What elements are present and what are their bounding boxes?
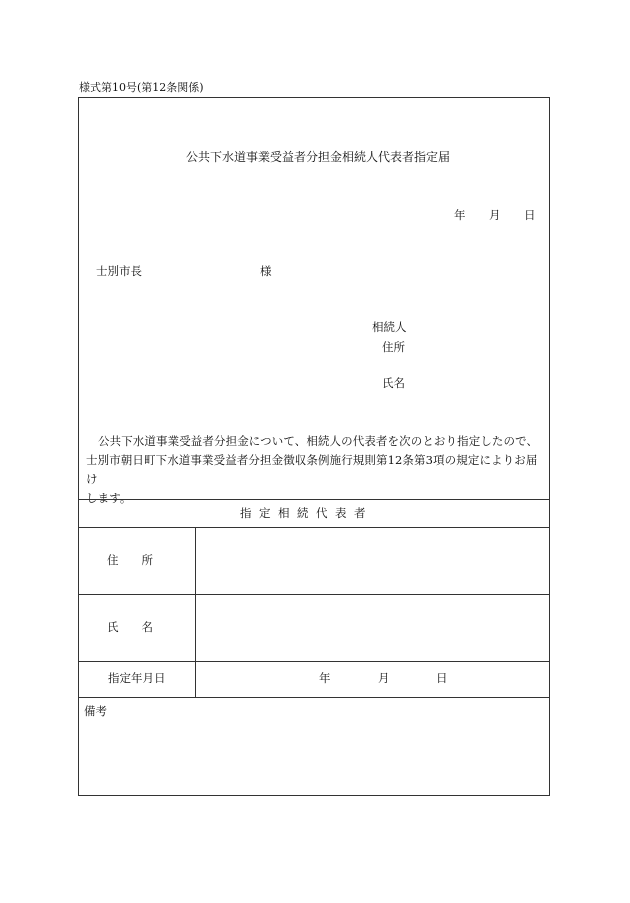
- date-day: 日: [524, 208, 536, 222]
- date-row-year: 年: [319, 671, 331, 685]
- addressee: 士別市長: [96, 264, 142, 278]
- table-row-line-2: [78, 661, 550, 662]
- table-row-line-3: [78, 697, 550, 698]
- name-row-value[interactable]: [196, 595, 549, 661]
- body-line-1: 公共下水道事業受益者分担金について、相続人の代表者を次のとおり指定したので、: [98, 434, 539, 448]
- date-year: 年: [454, 208, 466, 222]
- address-row-value[interactable]: [196, 528, 549, 594]
- date-row-month: 月: [378, 671, 390, 685]
- applicant-heir-label: 相続人: [372, 320, 407, 334]
- form-caption: 様式第10号(第12条関係): [79, 81, 204, 94]
- address-row-label: 住 所: [107, 553, 153, 567]
- body-paragraph: [86, 432, 546, 508]
- date-row-label: 指定年月日: [108, 671, 166, 685]
- name-row-label: 氏 名: [107, 620, 153, 634]
- applicant-address-label: 住所: [382, 340, 405, 354]
- remarks-value[interactable]: [79, 720, 549, 794]
- body-line-2: 士別市朝日町下水道事業受益者分担金徴収条例施行規則第12条第3項の規定によりお届け: [86, 453, 538, 486]
- date-month: 月: [489, 208, 501, 222]
- form-title: 公共下水道事業受益者分担金相続人代表者指定届: [186, 150, 451, 164]
- date-row-day: 日: [436, 671, 448, 685]
- remarks-label: 備考: [84, 704, 107, 718]
- table-top-line: [78, 499, 550, 500]
- table-header: 指定相続代表者: [240, 506, 373, 520]
- honorific: 様: [260, 264, 272, 278]
- body-line-3: します。: [86, 491, 132, 505]
- applicant-name-label: 氏名: [382, 376, 405, 390]
